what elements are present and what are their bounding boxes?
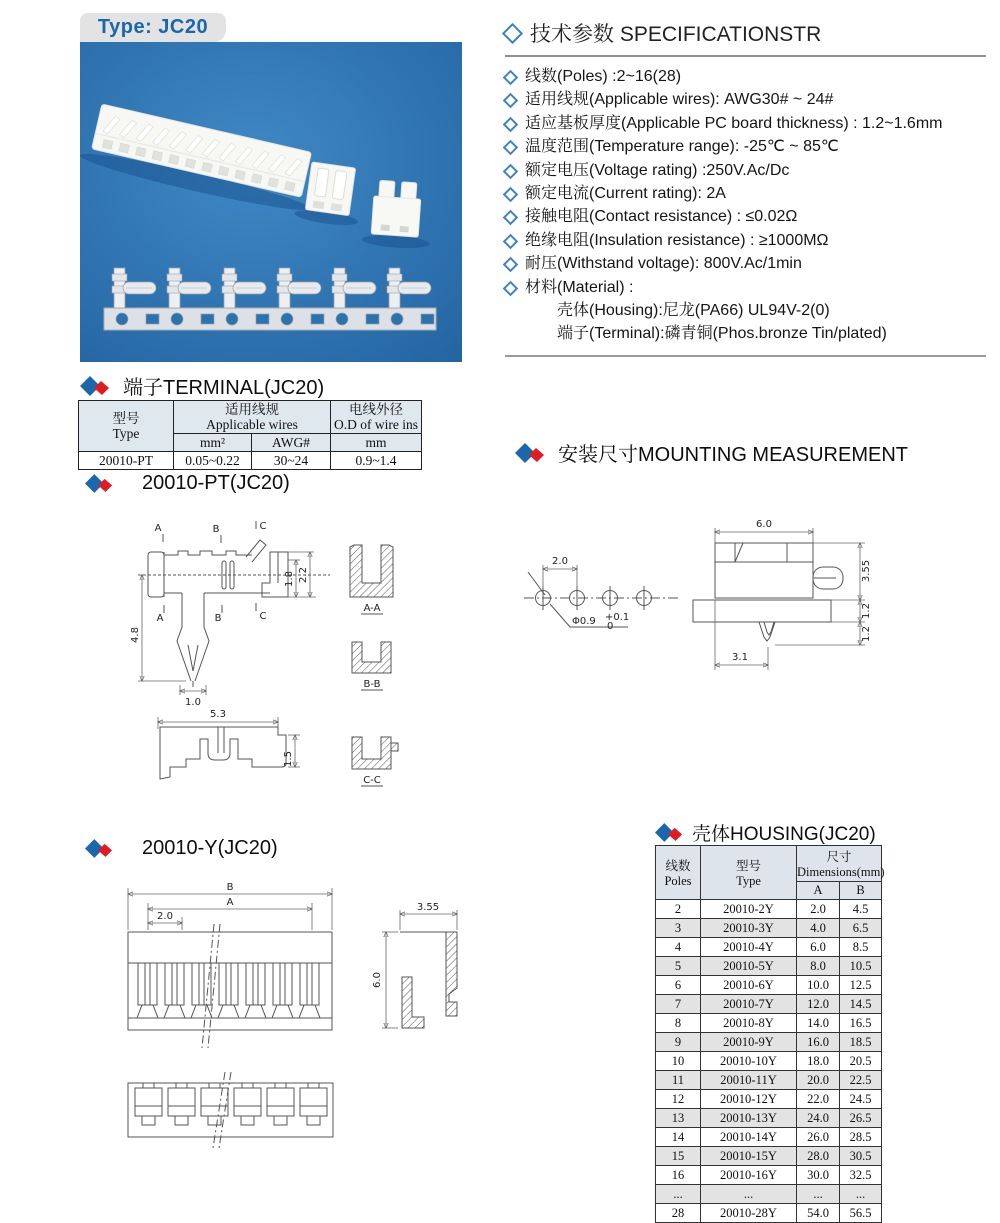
table-cell: 30.5 — [840, 1147, 882, 1166]
table-cell: 20010-10Y — [701, 1052, 797, 1071]
table-cell: 28.0 — [797, 1147, 840, 1166]
svg-text:1.5: 1.5 — [283, 751, 294, 767]
table-cell: ... — [840, 1185, 882, 1204]
diamond-outline-icon — [502, 22, 523, 43]
spec-item: 绝缘电阻(Insulation resistance) : ≥1000MΩ — [505, 229, 986, 252]
specifications-header — [505, 18, 986, 57]
table-cell: 32.5 — [840, 1166, 882, 1185]
table-cell: ... — [656, 1185, 701, 1204]
terminal-drawing — [130, 515, 480, 805]
housing-front-view — [128, 882, 332, 1048]
terminal-section-title: 端子TERMINAL(JC20) — [123, 377, 325, 399]
svg-text:C: C — [259, 611, 267, 622]
diamond-bullet-icon — [503, 163, 519, 179]
diamond-bullet-icon — [503, 257, 519, 273]
table-cell: 6 — [656, 976, 701, 995]
housing-rear-view — [128, 1072, 333, 1148]
table-cell: 56.5 — [840, 1204, 882, 1223]
svg-text:C: C — [259, 521, 267, 532]
col-header-dimensions: 尺寸Dimensions(mm) — [797, 846, 882, 882]
table-row — [656, 995, 882, 1014]
svg-text:3.1: 3.1 — [732, 652, 748, 663]
table-row — [656, 1166, 882, 1185]
svg-text:1.2: 1.2 — [861, 603, 872, 619]
table-cell: 4.5 — [840, 900, 882, 919]
table-row — [656, 976, 882, 995]
col-header-type: 型号 Type — [79, 401, 174, 452]
housing-section-title: 壳体HOUSING(JC20) — [692, 824, 876, 845]
table-cell: 20010-7Y — [701, 995, 797, 1014]
svg-text:B: B — [226, 882, 234, 893]
table-cell: 11 — [656, 1071, 701, 1090]
spec-item: 线数(Poles) :2~16(28) — [505, 65, 986, 88]
svg-text:+0.1: +0.1 — [605, 612, 630, 623]
table-row — [656, 846, 882, 882]
material-terminal-line: 端子(Terminal):磷青铜(Phos.bronze Tin/plated) — [557, 325, 887, 343]
table-cell: 7 — [656, 995, 701, 1014]
housing-table — [655, 845, 885, 1223]
table-row — [656, 1052, 882, 1071]
col-header-b: B — [840, 882, 882, 900]
table-row — [656, 1147, 882, 1166]
svg-text:1.8: 1.8 — [284, 571, 295, 587]
table-cell: 22.0 — [797, 1090, 840, 1109]
svg-text:0: 0 — [607, 621, 614, 632]
table-cell: 30~24 — [252, 452, 331, 470]
section-diamond-icon — [515, 443, 545, 463]
type-label: Type: JC20 — [97, 16, 209, 38]
col-header-od: 电线外径 O.D of wire ins — [331, 401, 422, 434]
table-cell: 28.5 — [840, 1128, 882, 1147]
diamond-bullet-icon — [503, 93, 519, 109]
diamond-bullet-icon — [503, 187, 519, 203]
section-markers — [155, 521, 267, 624]
table-cell: 20010-6Y — [701, 976, 797, 995]
mounting-section-title: 安装尺寸MOUNTING MEASUREMENT — [558, 444, 908, 466]
table-cell: 20010-5Y — [701, 957, 797, 976]
section-diamond-icon — [80, 376, 110, 396]
table-cell: 18.0 — [797, 1052, 840, 1071]
table-cell: 20.0 — [797, 1071, 840, 1090]
table-cell: 4.0 — [797, 919, 840, 938]
spec-item: 温度范围(Temperature range): -25℃ ~ 85℃ — [505, 135, 986, 158]
table-cell: 16 — [656, 1166, 701, 1185]
table-cell: ... — [701, 1185, 797, 1204]
terminal-section-header — [80, 371, 324, 400]
spec-item: 额定电压(Voltage rating) :250V.Ac/Dc — [505, 159, 986, 182]
table-cell: 20010-4Y — [701, 938, 797, 957]
svg-text:1.2: 1.2 — [861, 626, 872, 642]
table-cell: 2.0 — [797, 900, 840, 919]
col-header-type: 型号 Type — [701, 846, 797, 900]
table-cell: 20010-11Y — [701, 1071, 797, 1090]
spec-item: 材料(Material) : — [505, 276, 986, 299]
col-header-poles: 线数 Poles — [656, 846, 701, 900]
table-cell: 9 — [656, 1033, 701, 1052]
table-cell: 12 — [656, 1090, 701, 1109]
table-cell: 14.5 — [840, 995, 882, 1014]
type-tab — [80, 13, 226, 42]
table-row — [656, 900, 882, 919]
svg-text:A: A — [226, 897, 234, 908]
svg-text:6.0: 6.0 — [756, 519, 772, 530]
table-row — [656, 1014, 882, 1033]
table-cell: 15 — [656, 1147, 701, 1166]
table-cell: 26.5 — [840, 1109, 882, 1128]
table-cell: 3 — [656, 919, 701, 938]
svg-text:A-A: A-A — [363, 603, 381, 614]
svg-text:B: B — [212, 524, 220, 535]
diamond-bullet-icon — [503, 210, 519, 226]
table-cell: 20010-14Y — [701, 1128, 797, 1147]
mounting-drawing — [510, 505, 935, 680]
table-cell: 26.0 — [797, 1128, 840, 1147]
table-cell: 20010-13Y — [701, 1109, 797, 1128]
table-cell: 10.5 — [840, 957, 882, 976]
specifications-section — [505, 18, 986, 357]
section-diamond-icon — [655, 823, 683, 842]
table-row — [656, 1033, 882, 1052]
table-cell: 20010-15Y — [701, 1147, 797, 1166]
table-cell: 22.5 — [840, 1071, 882, 1090]
svg-text:2.0: 2.0 — [552, 556, 568, 567]
diamond-bullet-icon — [503, 140, 519, 156]
table-cell: 8 — [656, 1014, 701, 1033]
specifications-title: 技术参数 SPECIFICATIONSTR — [530, 23, 822, 46]
table-row — [656, 957, 882, 976]
table-cell: 20010-12Y — [701, 1090, 797, 1109]
table-row — [656, 1128, 882, 1147]
svg-text:3.55: 3.55 — [416, 902, 440, 913]
section-CC — [352, 737, 398, 786]
table-cell: 10 — [656, 1052, 701, 1071]
svg-text:5.3: 5.3 — [210, 709, 226, 720]
product-photo — [80, 42, 462, 362]
table-row — [656, 919, 882, 938]
svg-text:A: A — [156, 613, 164, 624]
table-cell: 20010-PT — [79, 452, 174, 470]
terminal-side-view — [138, 540, 330, 687]
table-cell: 13 — [656, 1109, 701, 1128]
svg-text:2.0: 2.0 — [157, 911, 173, 922]
table-cell: 20010-16Y — [701, 1166, 797, 1185]
spec-item: 耐压(Withstand voltage): 800V.Ac/1min — [505, 252, 986, 275]
terminal-bottom-view — [158, 709, 300, 779]
table-cell: 6.0 — [797, 938, 840, 957]
material-housing-line: 壳体(Housing):尼龙(PA66) UL94V-2(0) — [557, 302, 830, 320]
table-cell: 20010-28Y — [701, 1204, 797, 1223]
table-cell: 24.0 — [797, 1109, 840, 1128]
svg-text:Φ0.9: Φ0.9 — [572, 616, 596, 627]
table-cell: 12.5 — [840, 976, 882, 995]
table-cell: 10.0 — [797, 976, 840, 995]
svg-text:4.8: 4.8 — [130, 627, 141, 643]
diamond-bullet-icon — [503, 70, 519, 86]
table-cell: 24.5 — [840, 1090, 882, 1109]
table-cell: ... — [797, 1185, 840, 1204]
table-cell: 20010-2Y — [701, 900, 797, 919]
table-row — [656, 1109, 882, 1128]
section-AA — [350, 545, 393, 614]
spec-list — [505, 65, 986, 299]
table-cell: 14.0 — [797, 1014, 840, 1033]
table-cell: 20.5 — [840, 1052, 882, 1071]
col-header-a: A — [797, 882, 840, 900]
table-cell: 30.0 — [797, 1166, 840, 1185]
table-cell: 8.5 — [840, 938, 882, 957]
spec-item: 适应基板厚度(Applicable PC board thickness) : 1.2~1.6mm — [505, 112, 986, 135]
table-cell: 20010-9Y — [701, 1033, 797, 1052]
table-row — [656, 1185, 882, 1204]
table-cell: 54.0 — [797, 1204, 840, 1223]
table-cell: 2 — [656, 900, 701, 919]
section-diamond-icon — [85, 474, 113, 493]
table-cell: 0.05~0.22 — [174, 452, 252, 470]
table-cell: 16.0 — [797, 1033, 840, 1052]
table-row — [79, 401, 422, 434]
table-cell: 12.0 — [797, 995, 840, 1014]
table-cell: 14 — [656, 1128, 701, 1147]
table-cell: 20010-8Y — [701, 1014, 797, 1033]
sub-header-mm: mm — [331, 434, 422, 452]
spec-item: 适用线规(Applicable wires): AWG30# ~ 24# — [505, 88, 986, 111]
y-section-header — [85, 837, 278, 860]
svg-text:1.0: 1.0 — [185, 697, 201, 708]
pt-section-header — [85, 472, 290, 495]
svg-text:C-C: C-C — [363, 775, 381, 786]
sub-header-awg: AWG# — [252, 434, 331, 452]
y-section-title: 20010-Y(JC20) — [142, 837, 278, 859]
housing-on-pcb-section — [693, 519, 872, 670]
pcb-hole-pattern — [524, 556, 678, 632]
mounting-section-header — [515, 438, 908, 467]
table-row — [656, 1090, 882, 1109]
svg-text:3.55: 3.55 — [861, 559, 872, 583]
table-cell: 6.5 — [840, 919, 882, 938]
col-header-wires: 适用线规 Applicable wires — [174, 401, 331, 434]
table-row — [79, 452, 422, 470]
diamond-bullet-icon — [503, 234, 519, 250]
diamond-bullet-icon — [503, 280, 519, 296]
divider — [505, 355, 986, 357]
table-cell: 8.0 — [797, 957, 840, 976]
table-row — [656, 1204, 882, 1223]
spec-item: 额定电流(Current rating): 2A — [505, 182, 986, 205]
table-row — [656, 938, 882, 957]
svg-text:B: B — [214, 613, 222, 624]
table-cell: 16.5 — [840, 1014, 882, 1033]
sub-header-mm2: mm² — [174, 434, 252, 452]
pt-section-title: 20010-PT(JC20) — [142, 472, 290, 494]
svg-text:A: A — [154, 523, 162, 534]
table-cell: 18.5 — [840, 1033, 882, 1052]
terminal-table — [78, 400, 422, 470]
svg-text:6.0: 6.0 — [372, 972, 383, 988]
table-cell: 28 — [656, 1204, 701, 1223]
housing-side-section — [372, 902, 457, 1028]
table-cell: 0.9~1.4 — [331, 452, 422, 470]
table-cell: 4 — [656, 938, 701, 957]
table-cell: 20010-3Y — [701, 919, 797, 938]
table-row — [656, 1071, 882, 1090]
diamond-bullet-icon — [503, 117, 519, 133]
table-cell: 5 — [656, 957, 701, 976]
svg-text:2.2: 2.2 — [298, 567, 309, 583]
housing-section-header — [655, 819, 876, 846]
svg-text:B-B: B-B — [363, 679, 381, 690]
housing-drawing — [110, 880, 470, 1199]
spec-item: 接触电阻(Contact resistance) : ≤0.02Ω — [505, 205, 986, 228]
section-diamond-icon — [85, 839, 113, 858]
section-BB — [352, 642, 391, 690]
